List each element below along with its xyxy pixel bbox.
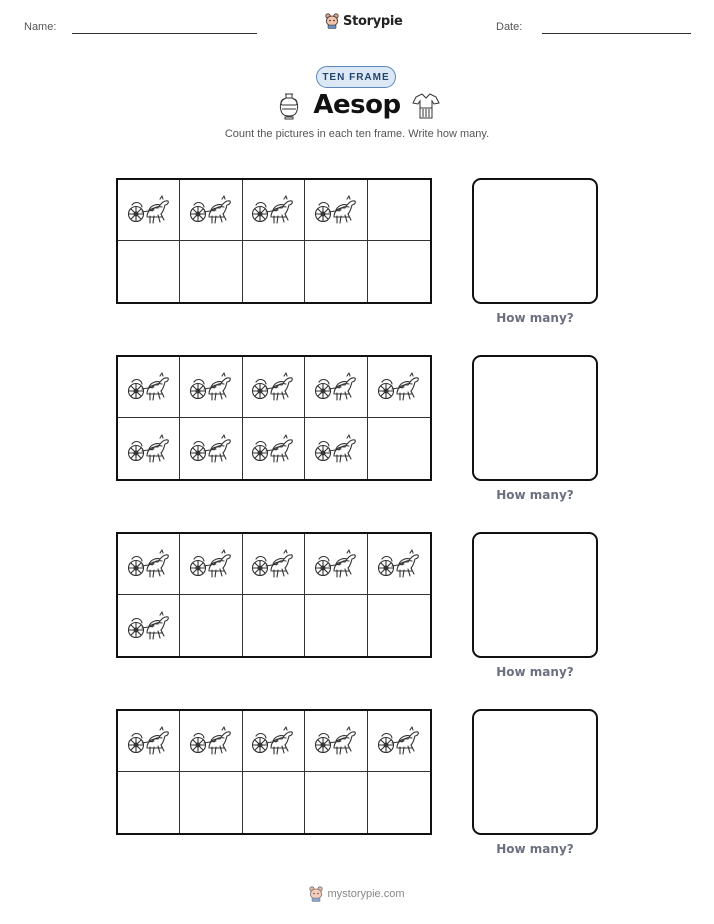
ten-frame-cell bbox=[368, 772, 430, 833]
name-line[interactable] bbox=[72, 33, 257, 34]
ten-frame-cell bbox=[180, 241, 242, 302]
ten-frame-cell bbox=[368, 241, 430, 302]
ten-frame-cell bbox=[118, 241, 180, 302]
ten-frame-badge: TEN FRAME bbox=[316, 66, 396, 88]
ten-frame-cell bbox=[368, 595, 430, 656]
answer-box[interactable] bbox=[472, 178, 598, 304]
chariot-icon bbox=[127, 432, 171, 466]
chariot-icon bbox=[127, 609, 171, 643]
ten-frame-cell bbox=[180, 357, 242, 418]
chariot-icon bbox=[127, 547, 171, 581]
ten-frame-cell bbox=[305, 772, 367, 833]
ten-frame-cell bbox=[180, 595, 242, 656]
chariot-icon bbox=[189, 432, 233, 466]
ten-frame-cell bbox=[243, 241, 305, 302]
ten-frame bbox=[116, 532, 432, 658]
answer-box[interactable] bbox=[472, 355, 598, 481]
chariot-icon bbox=[314, 370, 358, 404]
date-label: Date: bbox=[496, 21, 523, 33]
ten-frame-cell bbox=[180, 180, 242, 241]
logo-text: Storypie bbox=[343, 13, 403, 29]
chariot-icon bbox=[251, 193, 295, 227]
ten-frame bbox=[116, 709, 432, 835]
ten-frame-cell bbox=[305, 180, 367, 241]
storypie-logo bbox=[325, 13, 403, 29]
chariot-icon bbox=[127, 370, 171, 404]
chariot-icon bbox=[377, 370, 421, 404]
ten-frame-cell bbox=[243, 180, 305, 241]
ten-frame-cell bbox=[305, 711, 367, 772]
chariot-icon bbox=[314, 432, 358, 466]
ten-frame-cell bbox=[243, 711, 305, 772]
ten-frame-cell bbox=[243, 357, 305, 418]
ten-frame bbox=[116, 178, 432, 304]
ten-frame-cell bbox=[368, 357, 430, 418]
chariot-icon bbox=[189, 547, 233, 581]
ten-frame-cell bbox=[243, 534, 305, 595]
ten-frame-cell bbox=[368, 711, 430, 772]
footer bbox=[0, 886, 714, 902]
ten-frame-cell bbox=[118, 180, 180, 241]
ten-frame-cell bbox=[368, 180, 430, 241]
chariot-icon bbox=[189, 193, 233, 227]
ten-frame-cell bbox=[368, 534, 430, 595]
how-many-label: How many? bbox=[496, 311, 574, 325]
chariot-icon bbox=[189, 724, 233, 758]
tunic-icon bbox=[411, 91, 441, 121]
chariot-icon bbox=[251, 547, 295, 581]
chariot-icon bbox=[251, 432, 295, 466]
ten-frame-cell bbox=[243, 418, 305, 479]
footer-site: mystorypie.com bbox=[327, 888, 405, 900]
ten-frame-cell bbox=[180, 534, 242, 595]
answer-box[interactable] bbox=[472, 532, 598, 658]
ten-frame-cell bbox=[118, 357, 180, 418]
chariot-icon bbox=[314, 547, 358, 581]
how-many-label: How many? bbox=[496, 665, 574, 679]
chariot-icon bbox=[377, 724, 421, 758]
answer-box[interactable] bbox=[472, 709, 598, 835]
chariot-icon bbox=[314, 193, 358, 227]
chariot-icon bbox=[189, 370, 233, 404]
worksheet-title: Aesop bbox=[313, 90, 401, 120]
ten-frame-cell bbox=[118, 711, 180, 772]
ten-frame-cell bbox=[305, 357, 367, 418]
instructions: Count the pictures in each ten frame. Write how many. bbox=[224, 128, 490, 140]
name-label: Name: bbox=[24, 21, 57, 33]
ten-frame-cell bbox=[180, 772, 242, 833]
chariot-icon bbox=[251, 724, 295, 758]
storypie-mascot-icon bbox=[309, 886, 323, 902]
ten-frame-cell bbox=[243, 595, 305, 656]
chariot-icon bbox=[251, 370, 295, 404]
ten-frame-cell bbox=[368, 418, 430, 479]
ten-frame-cell bbox=[243, 772, 305, 833]
ten-frame-cell bbox=[305, 241, 367, 302]
chariot-icon bbox=[314, 724, 358, 758]
chariot-icon bbox=[127, 724, 171, 758]
ten-frame-cell bbox=[305, 534, 367, 595]
how-many-label: How many? bbox=[496, 488, 574, 502]
ten-frame-cell bbox=[118, 772, 180, 833]
amphora-icon bbox=[276, 91, 302, 121]
ten-frame-cell bbox=[180, 418, 242, 479]
how-many-label: How many? bbox=[496, 842, 574, 856]
chariot-icon bbox=[377, 547, 421, 581]
storypie-mascot-icon bbox=[325, 13, 339, 29]
chariot-icon bbox=[127, 193, 171, 227]
ten-frame-cell bbox=[180, 711, 242, 772]
ten-frame-cell bbox=[118, 418, 180, 479]
date-line[interactable] bbox=[542, 33, 691, 34]
ten-frame-cell bbox=[305, 595, 367, 656]
ten-frame-cell bbox=[118, 534, 180, 595]
ten-frame-cell bbox=[118, 595, 180, 656]
ten-frame-cell bbox=[305, 418, 367, 479]
ten-frame bbox=[116, 355, 432, 481]
